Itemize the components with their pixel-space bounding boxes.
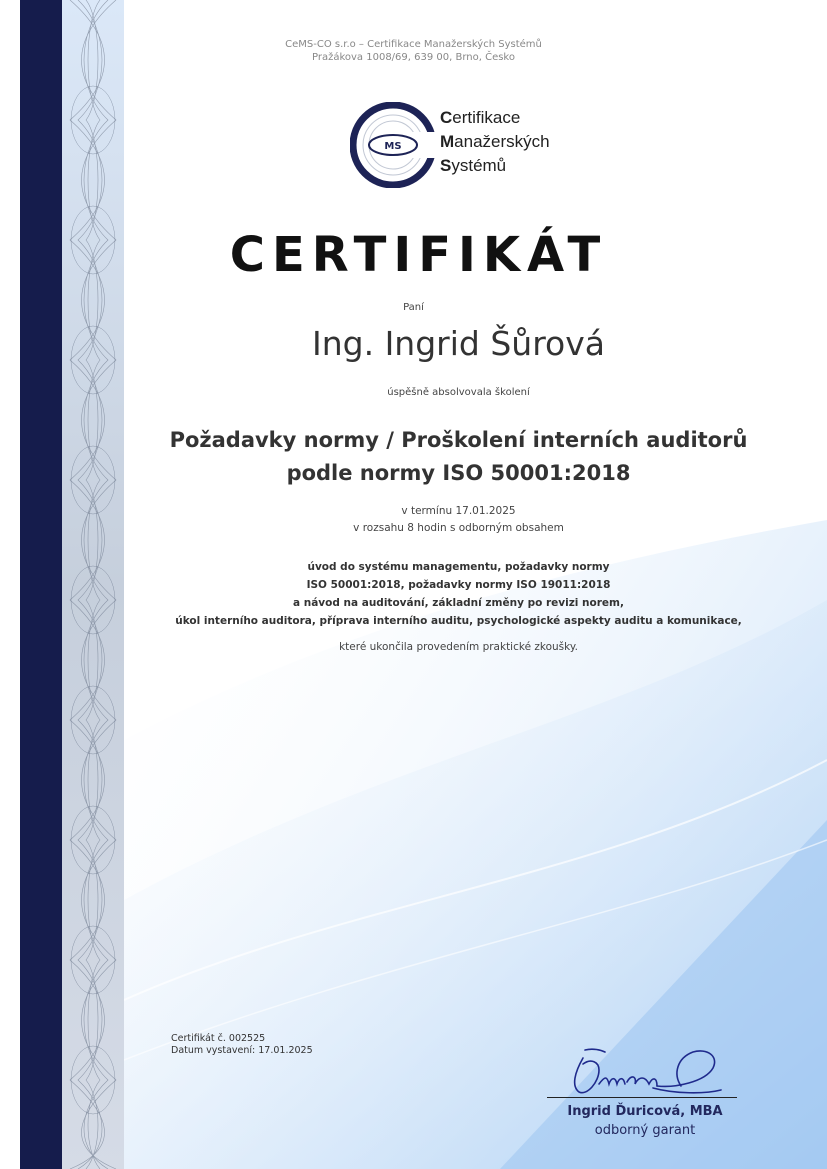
handwritten-signature (565, 1042, 725, 1102)
course-duration: v rozsahu 8 hodin s odborným obsahem (353, 522, 564, 534)
issue-date: Datum vystavení: 17.01.2025 (171, 1045, 313, 1056)
content-line: a návod na auditování, základní změny po revizi norem, (293, 597, 624, 609)
course-title-line-2: podle normy ISO 50001:2018 (286, 461, 631, 485)
certificate-number: Certifikát č. 002525 (171, 1033, 266, 1044)
issuer-company: CeMS-CO s.r.o – Certifikace Manažerských Systémů (285, 39, 542, 50)
cms-logo-mark-text: MS (384, 141, 402, 152)
issuer-address: Pražákova 1008/69, 639 00, Brno, Česko (311, 52, 515, 63)
content-line: úvod do systému managementu, požadavky normy (307, 561, 610, 573)
logo-line-2: Manažerských (440, 132, 550, 151)
logo-line-1: Certifikace (440, 108, 521, 127)
cms-logo-mark-icon (350, 102, 436, 188)
signatory-role: odborný garant (594, 1123, 696, 1138)
course-date: v termínu 17.01.2025 (401, 505, 516, 517)
certificate-title: CERTIFIKÁT (229, 227, 608, 283)
signatory-name: Ingrid Ďuricová, MBA (567, 1104, 723, 1119)
course-title-line-1: Požadavky normy / Proškolení interních auditorů (169, 428, 748, 452)
logo-line-3: Systémů (440, 156, 507, 175)
course-content (0, 558, 827, 630)
content-line: ISO 50001:2018, požadavky normy ISO 19011:2018 (306, 579, 611, 591)
course-meta (0, 503, 827, 537)
closing-statement: které ukončila provedením praktické zkoušky. (339, 641, 578, 653)
signature-line (547, 1097, 737, 1098)
salutation: Paní (403, 302, 424, 313)
cms-logo (350, 102, 580, 188)
course-title (0, 424, 827, 490)
recipient-name: Ing. Ingrid Šůrová (312, 324, 605, 363)
content-line: úkol interního auditora, příprava interního auditu, psychologické aspekty auditu a komunikace, (175, 615, 742, 627)
completion-statement: úspěšně absolvovala školení (387, 387, 530, 398)
logo-wordmark (440, 106, 550, 178)
